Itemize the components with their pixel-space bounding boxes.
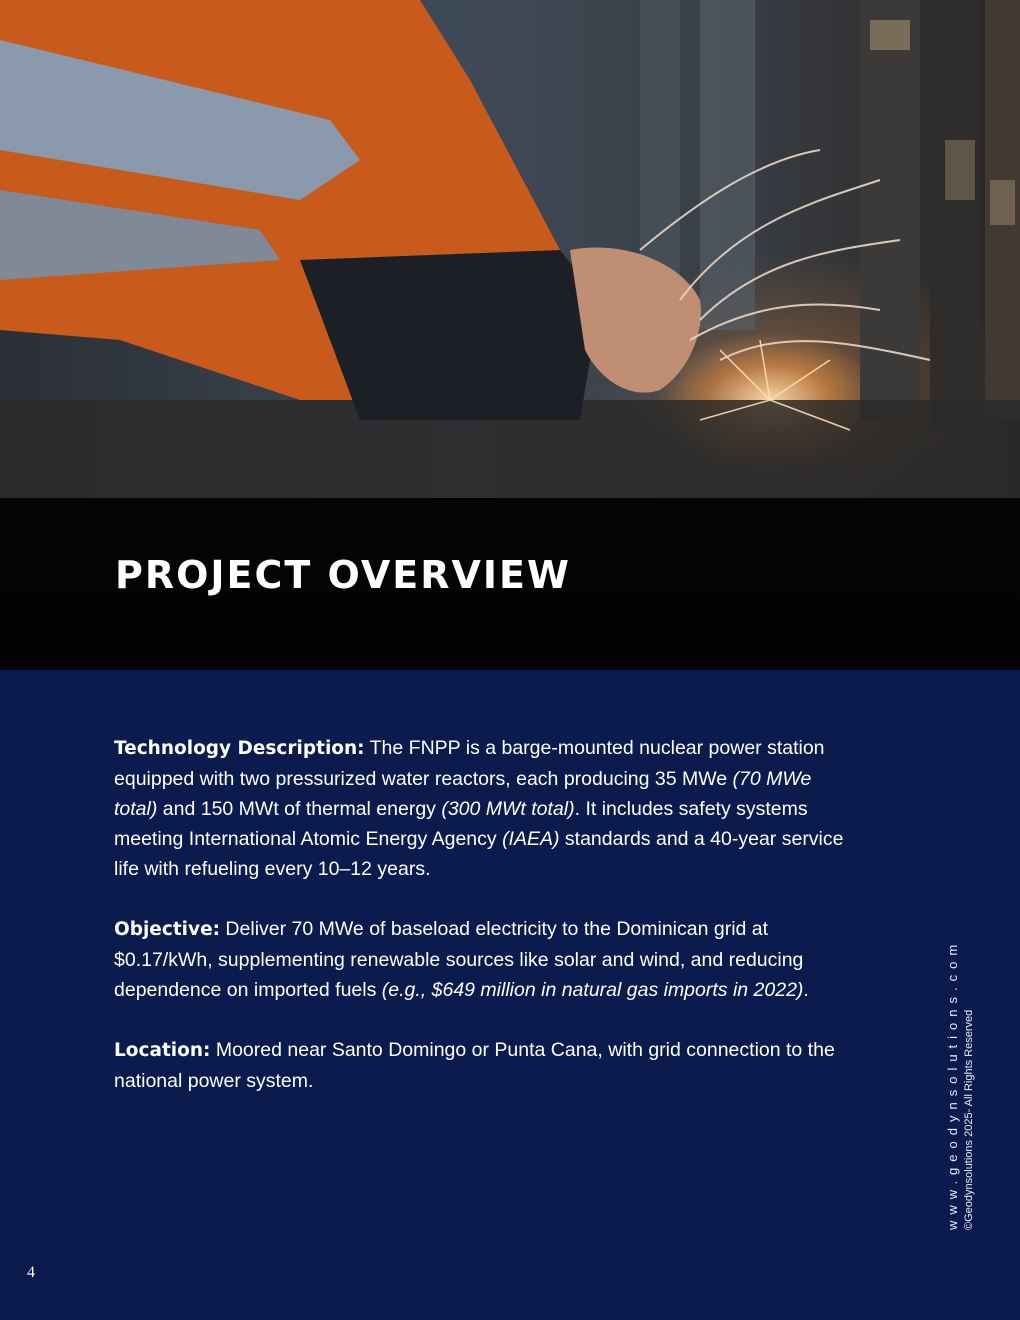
technology-text-1: The FNPP is a barge-mounted nuclear power station equipped with two pressurized water reactors, each producing 35 MWe bbox=[114, 737, 825, 790]
technology-text-3: . It includes safety systems meeting International Atomic Energy Agency bbox=[114, 798, 808, 850]
objective-paragraph bbox=[114, 914, 854, 1005]
technology-paragraph bbox=[114, 733, 854, 884]
location-label: Location: bbox=[114, 1040, 211, 1061]
hero-photo bbox=[0, 0, 1020, 498]
technology-em-2: (300 MWt total) bbox=[441, 798, 575, 820]
technology-text-2: and 150 MWt of thermal energy bbox=[157, 798, 442, 820]
location-paragraph bbox=[114, 1035, 854, 1096]
objective-em-1: (e.g., $649 million in natural gas imports in 2022) bbox=[381, 979, 804, 1001]
page-number: 4 bbox=[27, 1264, 35, 1281]
title-band bbox=[0, 498, 1020, 670]
location-text-1: Moored near Santo Domingo or Punta Cana, with grid connection to the national power system. bbox=[114, 1039, 835, 1092]
objective-label: Objective: bbox=[114, 919, 221, 940]
technology-text-4: standards and a 40-year service life with refueling every 10–12 years. bbox=[114, 828, 844, 880]
technology-em-3: (IAEA) bbox=[502, 828, 560, 850]
page-title: PROJECT OVERVIEW bbox=[115, 553, 571, 597]
technology-em-1: (70 MWe total) bbox=[114, 768, 812, 820]
overview-content bbox=[114, 733, 854, 1126]
vertical-footer bbox=[944, 790, 984, 1230]
copyright-text: ©Geodynsolutions 2025- All Rights Reserved bbox=[963, 1009, 975, 1230]
hero-photo-illustration bbox=[0, 0, 1020, 498]
objective-text-2: . bbox=[803, 979, 809, 1001]
website-text: www.geodynsolutions.com bbox=[945, 938, 960, 1230]
content-panel bbox=[0, 670, 1020, 1320]
objective-text-1: Deliver 70 MWe of baseload electricity to the Dominican grid at $0.17/kWh, supplementing renewable sources like solar and wind, and reducing dependence on imported fuels bbox=[114, 918, 804, 1001]
technology-label: Technology Description: bbox=[114, 738, 365, 759]
